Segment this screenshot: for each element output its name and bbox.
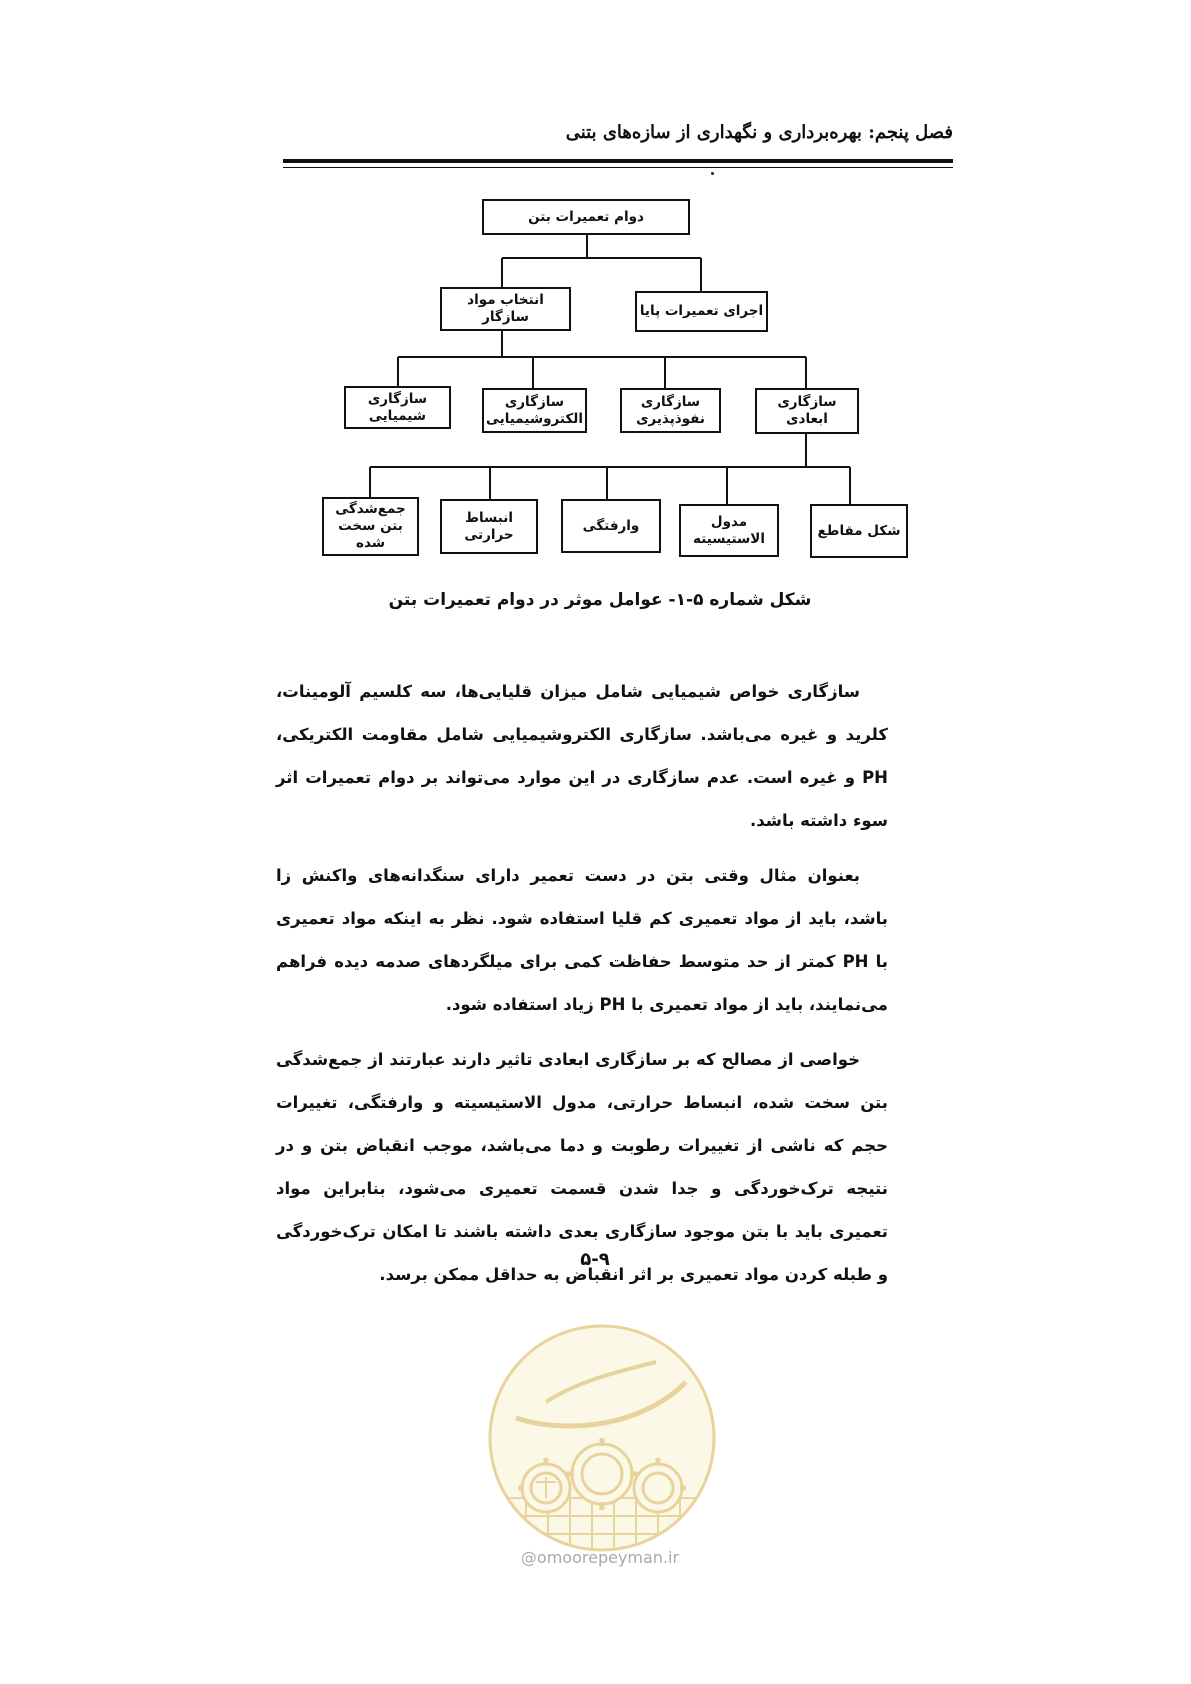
diagram-node-elastic-modulus: [679, 504, 779, 557]
diagram-node-permeability-compatibility: [620, 388, 721, 433]
page-number: ۵-۹: [580, 1249, 610, 1270]
header-rule-thin: [283, 167, 953, 168]
diagram-node-label: مدول الاستیسیته: [693, 513, 765, 547]
diagram-node-label: وارفتگی: [582, 517, 640, 534]
diagram-node-electrochemical-compatibility: [482, 388, 587, 433]
diagram-node-label: سازگاری الکتروشیمیایی: [486, 393, 583, 427]
diagram-root-box: [482, 199, 690, 235]
diagram-node-dimensional-compatibility: [755, 388, 859, 434]
stray-dot: [711, 172, 714, 175]
diagram-node-label: شکل مقاطع: [817, 522, 901, 539]
diagram-node-label: سازگاری شیمیایی: [367, 390, 428, 424]
diagram-node-section-shape: [810, 504, 908, 558]
figure-caption: شکل شماره ۵-۱- عوامل موثر در دوام تعمیرات بتن: [388, 590, 812, 610]
watermark-url: @omoorepeyman.ir: [520, 1548, 680, 1567]
diagram-node-label: انبساط حرارتی: [464, 509, 514, 543]
watermark-logo: [486, 1322, 718, 1554]
diagram-node-label: سازگاری ابعادی: [777, 394, 837, 427]
diagram-node-shrinkage: [322, 497, 419, 556]
diagram-node-creep: [561, 499, 661, 553]
diagram-node-chemical-compatibility: [344, 386, 451, 429]
diagram-node-compatible-materials: [440, 287, 571, 331]
body-text: [276, 670, 888, 1308]
paragraph: سازگاری خواص شیمیایی شامل میزان قلیایی‌ها، سه کلسیم آلومینات، کلرید و غیره می‌باشد. سازگاری الکتروشیمیایی شامل مقاومت الکتریکی، PH و غیره است. عدم سازگاری در این موارد می‌تواند بر دوام تعمیرات اثر سوء داشته باشد.: [276, 682, 888, 830]
header-rule-thick: [283, 159, 953, 163]
diagram-node-label: اجرای تعمیرات پایا: [639, 303, 764, 320]
diagram-node-durable-execution: [635, 291, 768, 332]
diagram-node-label: جمع‌شدگی بتن سخت شده: [335, 501, 406, 551]
paragraph: بعنوان مثال وقتی بتن در دست تعمیر دارای سنگدانه‌های واکنش زا باشد، باید از مواد تعمیری کم قلیا استفاده شود. نظر به اینکه مواد تعمیری با PH کمتر از حد متوسط حفاظت کمی برای میلگردهای صدمه دیده فراهم می‌نمایند، باید از مواد تعمیری با PH زیاد استفاده شود.: [276, 866, 888, 1014]
diagram-node-thermal-expansion: [440, 499, 538, 554]
paragraph: خواصی از مصالح که بر سازگاری ابعادی تاثیر دارند عبارتند از جمع‌شدگی بتن سخت شده، انبساط حرارتی، مدول الاستیسیته و وارفتگی، تغییرات حجم که ناشی از تغییرات رطوبت و دما می‌باشد، موجب انقباض بتن و در نتیجه ترک‌خوردگی و جدا شدن قسمت تعمیری می‌شود، بنابراین مواد تعمیری باید با بتن موجود سازگاری بعدی داشته باشند تا امکان ترک‌خوردگی و طبله کردن مواد تعمیری بر اثر انقباض به حداقل ممکن برسد.: [276, 1050, 888, 1284]
diagram-node-label: سازگاری نفوذپذیری: [636, 393, 705, 427]
chapter-header: فصل پنجم: بهره‌برداری و نگهداری از سازه‌های بتنی: [565, 122, 953, 143]
diagram-node-label: انتخاب مواد سازگار: [467, 292, 544, 325]
diagram-root-label: دوام تعمیرات بتن: [528, 208, 644, 225]
